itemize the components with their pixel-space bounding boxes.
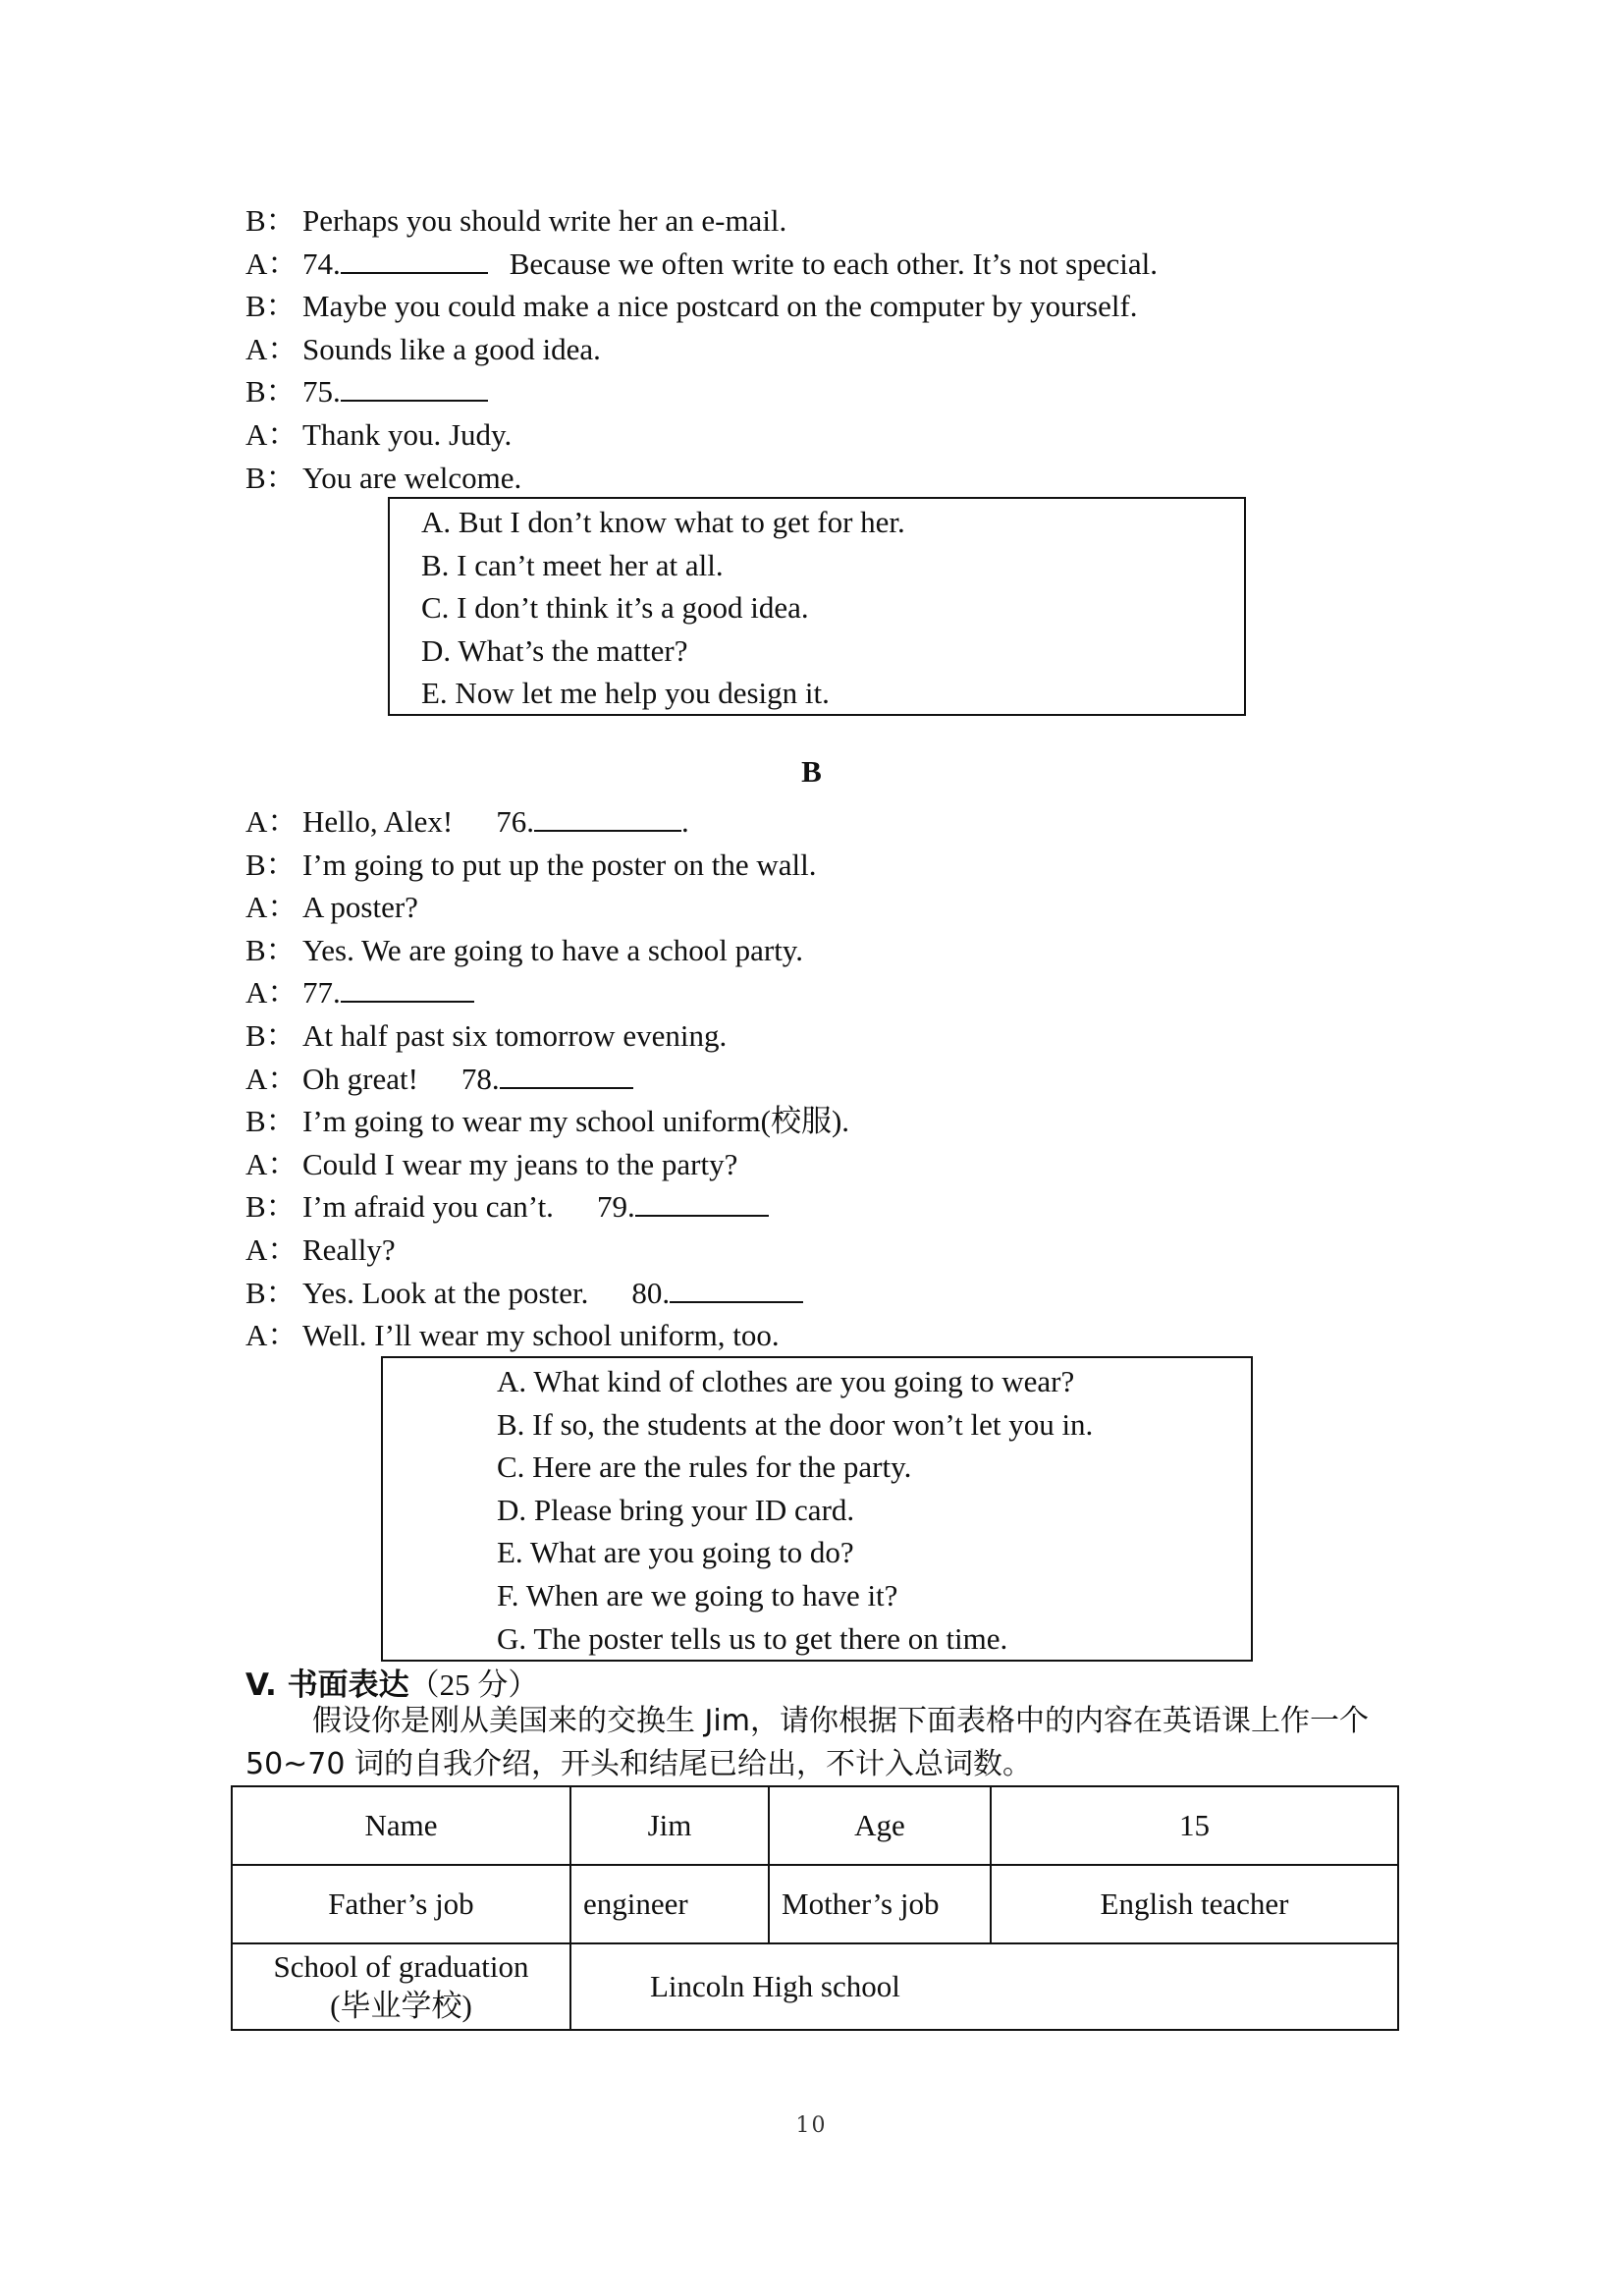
line-text: Yes. Look at the poster. [302, 1275, 589, 1310]
speaker: A： [245, 1318, 298, 1353]
dialogue-line [245, 1314, 1424, 1357]
dialogue-line [245, 1272, 1424, 1315]
dialogue-line [245, 800, 1424, 844]
line-text: I’m going to wear my school uniform(校服). [302, 1104, 850, 1139]
dialogue-line [245, 886, 1424, 929]
writing-instructions-text: 假设你是刚从美国来的交换生 Jim，请你根据下面表格中的内容在英语课上作一个 50~70 词的自我介绍，开头和结尾已给出，不计入总词数。 [245, 1704, 1369, 1781]
dialogue-a [245, 199, 1424, 499]
question-number: 79. [596, 1189, 635, 1225]
table-cell [232, 1943, 570, 2030]
dialogue-line [245, 1143, 1424, 1186]
option-b: B. If so, the students at the door won’t let you in. [497, 1406, 1094, 1442]
table-cell: Father’s job [232, 1865, 570, 1943]
option-c: C. I don’t think it’s a good idea. [421, 590, 809, 626]
speaker: A： [245, 975, 298, 1011]
dialogue-line [245, 1058, 1424, 1101]
writing-points: （25 分） [408, 1667, 539, 1702]
line-text: Oh great! [302, 1061, 418, 1096]
speaker: A： [245, 804, 298, 839]
question-number: 78. [460, 1061, 500, 1096]
answer-blank-80[interactable] [670, 1276, 803, 1303]
line-text: Yes. We are going to have a school party. [302, 932, 804, 967]
speaker: A： [245, 890, 298, 925]
dialogue-line [245, 199, 1424, 243]
writing-heading-text: V. 书面表达 [245, 1667, 409, 1703]
option-a: A. But I don’t know what to get for her. [421, 505, 905, 539]
table-row [232, 1943, 1398, 2030]
answer-blank-75[interactable] [341, 374, 488, 402]
speaker: B： [245, 289, 297, 324]
section-b-label: B [801, 754, 822, 789]
line-text: Hello, Alex! [302, 804, 454, 839]
line-text: Could I wear my jeans to the party? [302, 1146, 738, 1181]
dialogue-line [245, 1014, 1424, 1058]
dialogue-line [245, 243, 1424, 286]
options-box-b [381, 1356, 1253, 1662]
table-cell: Age [769, 1786, 991, 1865]
option-d: D. Please bring your ID card. [497, 1492, 855, 1527]
question-number: 77. [302, 975, 341, 1011]
line-text: Thank you. Judy. [302, 416, 513, 452]
question-number: 80. [631, 1275, 671, 1310]
option-a: A. What kind of clothes are you going to wear? [497, 1364, 1075, 1398]
dialogue-b [245, 800, 1424, 1357]
table-row [232, 1865, 1398, 1943]
school-label-cn: (毕业学校) [330, 1989, 472, 2023]
speaker: B： [245, 1275, 297, 1310]
speaker: B： [245, 1189, 297, 1225]
question-number: 74. [302, 246, 341, 281]
line-text: I’m going to put up the poster on the wall. [302, 847, 817, 882]
options-box-a [388, 497, 1246, 716]
line-text: Perhaps you should write her an e-mail. [302, 203, 787, 238]
line-text: Because we often write to each other. It’s not special. [509, 246, 1158, 281]
table-cell: English teacher [991, 1865, 1398, 1943]
question-number: 76. [496, 804, 534, 839]
line-text: Well. I’ll wear my school uniform, too. [302, 1318, 780, 1353]
table-cell: engineer [570, 1865, 769, 1943]
option-g: G. The poster tells us to get there on time. [497, 1620, 1008, 1656]
speaker: B： [245, 932, 297, 967]
speaker: A： [245, 416, 298, 452]
question-number: 75. [302, 374, 341, 410]
table-cell: Lincoln High school [570, 1943, 1398, 2030]
speaker: B： [245, 1104, 297, 1139]
speaker: A： [245, 1146, 298, 1181]
writing-instructions [245, 1700, 1394, 1786]
line-text: Maybe you could make a nice postcard on the computer by yourself. [302, 289, 1138, 324]
line-end: . [681, 804, 689, 839]
table-cell: 15 [991, 1786, 1398, 1865]
option-e: E. Now let me help you design it. [421, 676, 830, 711]
dialogue-line [245, 1185, 1424, 1229]
speaker: A： [245, 1231, 298, 1267]
school-label: School of graduation [273, 1949, 529, 1984]
option-c: C. Here are the rules for the party. [497, 1449, 912, 1485]
dialogue-line [245, 929, 1424, 972]
option-f: F. When are we going to have it? [497, 1577, 898, 1613]
speaker: A： [245, 246, 298, 281]
line-text: At half past six tomorrow evening. [302, 1017, 728, 1053]
speaker: B： [245, 460, 297, 495]
dialogue-line [245, 285, 1424, 328]
option-b: B. I can’t meet her at all. [421, 547, 724, 582]
dialogue-line [245, 971, 1424, 1014]
speaker: B： [245, 1017, 297, 1053]
table-row [232, 1786, 1398, 1865]
info-table [231, 1785, 1399, 2031]
line-text: Really? [302, 1231, 396, 1267]
dialogue-line [245, 844, 1424, 887]
line-text: Sounds like a good idea. [302, 331, 601, 366]
speaker: B： [245, 847, 297, 882]
line-text: A poster? [302, 890, 418, 925]
speaker: A： [245, 331, 298, 366]
option-e: E. What are you going to do? [497, 1535, 854, 1570]
dialogue-line [245, 413, 1424, 457]
line-text: You are welcome. [302, 460, 522, 495]
dialogue-line [245, 1100, 1424, 1143]
speaker: B： [245, 374, 297, 410]
table-cell: Jim [570, 1786, 769, 1865]
writing-heading [245, 1660, 538, 1704]
answer-blank-77[interactable] [341, 975, 474, 1003]
table-cell: Mother’s job [769, 1865, 991, 1943]
dialogue-line [245, 370, 1424, 413]
speaker: A： [245, 1061, 298, 1096]
line-text: I’m afraid you can’t. [302, 1189, 554, 1225]
answer-blank-76[interactable] [534, 804, 681, 832]
answer-blank-79[interactable] [635, 1189, 769, 1217]
page-number: 10 [795, 2113, 828, 2138]
answer-blank-74[interactable] [341, 246, 488, 274]
dialogue-line [245, 457, 1424, 500]
dialogue-line [245, 328, 1424, 371]
option-d: D. What’s the matter? [421, 632, 688, 668]
answer-blank-78[interactable] [500, 1062, 633, 1089]
speaker: B： [245, 203, 297, 238]
dialogue-line [245, 1229, 1424, 1272]
table-cell: Name [232, 1786, 570, 1865]
